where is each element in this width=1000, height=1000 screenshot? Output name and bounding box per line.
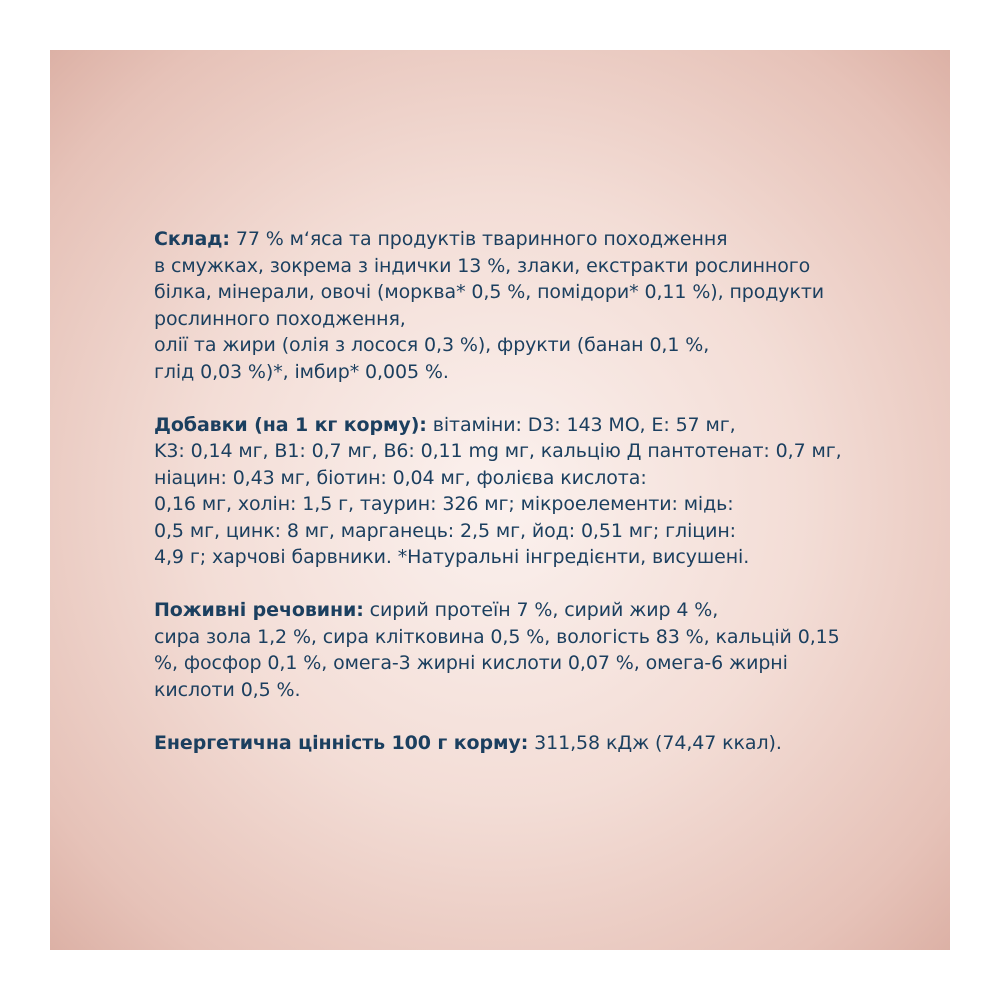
composition-line-1 (154, 226, 894, 253)
product-info-text (154, 226, 894, 783)
nutrients-line-4: кислоти 0,5 %. (154, 678, 301, 701)
composition-line-6: глід 0,03 %)*, імбир* 0,005 %. (154, 360, 449, 383)
nutrients-section (154, 597, 894, 703)
composition-line-5: олії та жири (олія з лосося 0,3 %), фрукти (банан 0,1 %, (154, 334, 710, 356)
additives-text: вітаміни: D3: 143 МО, E: 57 мг, (426, 413, 736, 436)
energy-line-1 (154, 730, 894, 757)
additives-section (154, 412, 894, 571)
nutrients-line-2: сира зола 1,2 %, сира клітковина 0,5 %, вологість 83 %, кальцій 0,15 (154, 625, 840, 648)
additives-line-4: 0,16 мг, холін: 1,5 г, таурин: 326 мг; мікроелементи: мідь: (154, 493, 734, 515)
nutrients-line-1 (154, 597, 894, 624)
nutrients-line-3: %, фосфор 0,1 %, омега-3 жирні кислоти 0,07 %, омега-6 жирні (154, 652, 788, 674)
composition-section (154, 226, 894, 385)
additives-label: Добавки (на 1 кг корму): (154, 413, 427, 436)
composition-line-4: рослинного походження, (154, 307, 406, 330)
additives-line-6: 4,9 г; харчові барвники. *Натуральні інгредієнти, висушені. (154, 546, 750, 568)
composition-text: 77 % м‘яса та продуктів тваринного походження (229, 228, 728, 250)
composition-line-2: в смужках, зокрема з індички 13 %, злаки, екстракти рослинного (154, 254, 811, 277)
additives-line-1 (154, 412, 894, 439)
composition-line-3: білка, мінерали, овочі (морква* 0,5 %, помідори* 0,11 %), продукти (154, 281, 825, 303)
composition-label: Склад: (154, 228, 230, 250)
label-card (50, 50, 950, 950)
nutrients-label: Поживні речовини: (154, 599, 364, 621)
energy-label: Енергетична цінність 100 г корму: (154, 731, 529, 754)
additives-line-3: ніацин: 0,43 мг, біотин: 0,04 мг, фолієва кислота: (154, 466, 647, 489)
additives-line-2: K3: 0,14 мг, B1: 0,7 мг, B6: 0,11 mg мг, кальцію Д пантотенат: 0,7 мг, (154, 440, 842, 462)
additives-line-5: 0,5 мг, цинк: 8 мг, марганець: 2,5 мг, йод: 0,51 мг; гліцин: (154, 519, 736, 542)
energy-text: 311,58 кДж (74,47 ккал). (528, 731, 782, 754)
nutrients-text: сирий протеїн 7 %, сирий жир 4 %, (363, 599, 719, 621)
energy-section (154, 730, 894, 757)
